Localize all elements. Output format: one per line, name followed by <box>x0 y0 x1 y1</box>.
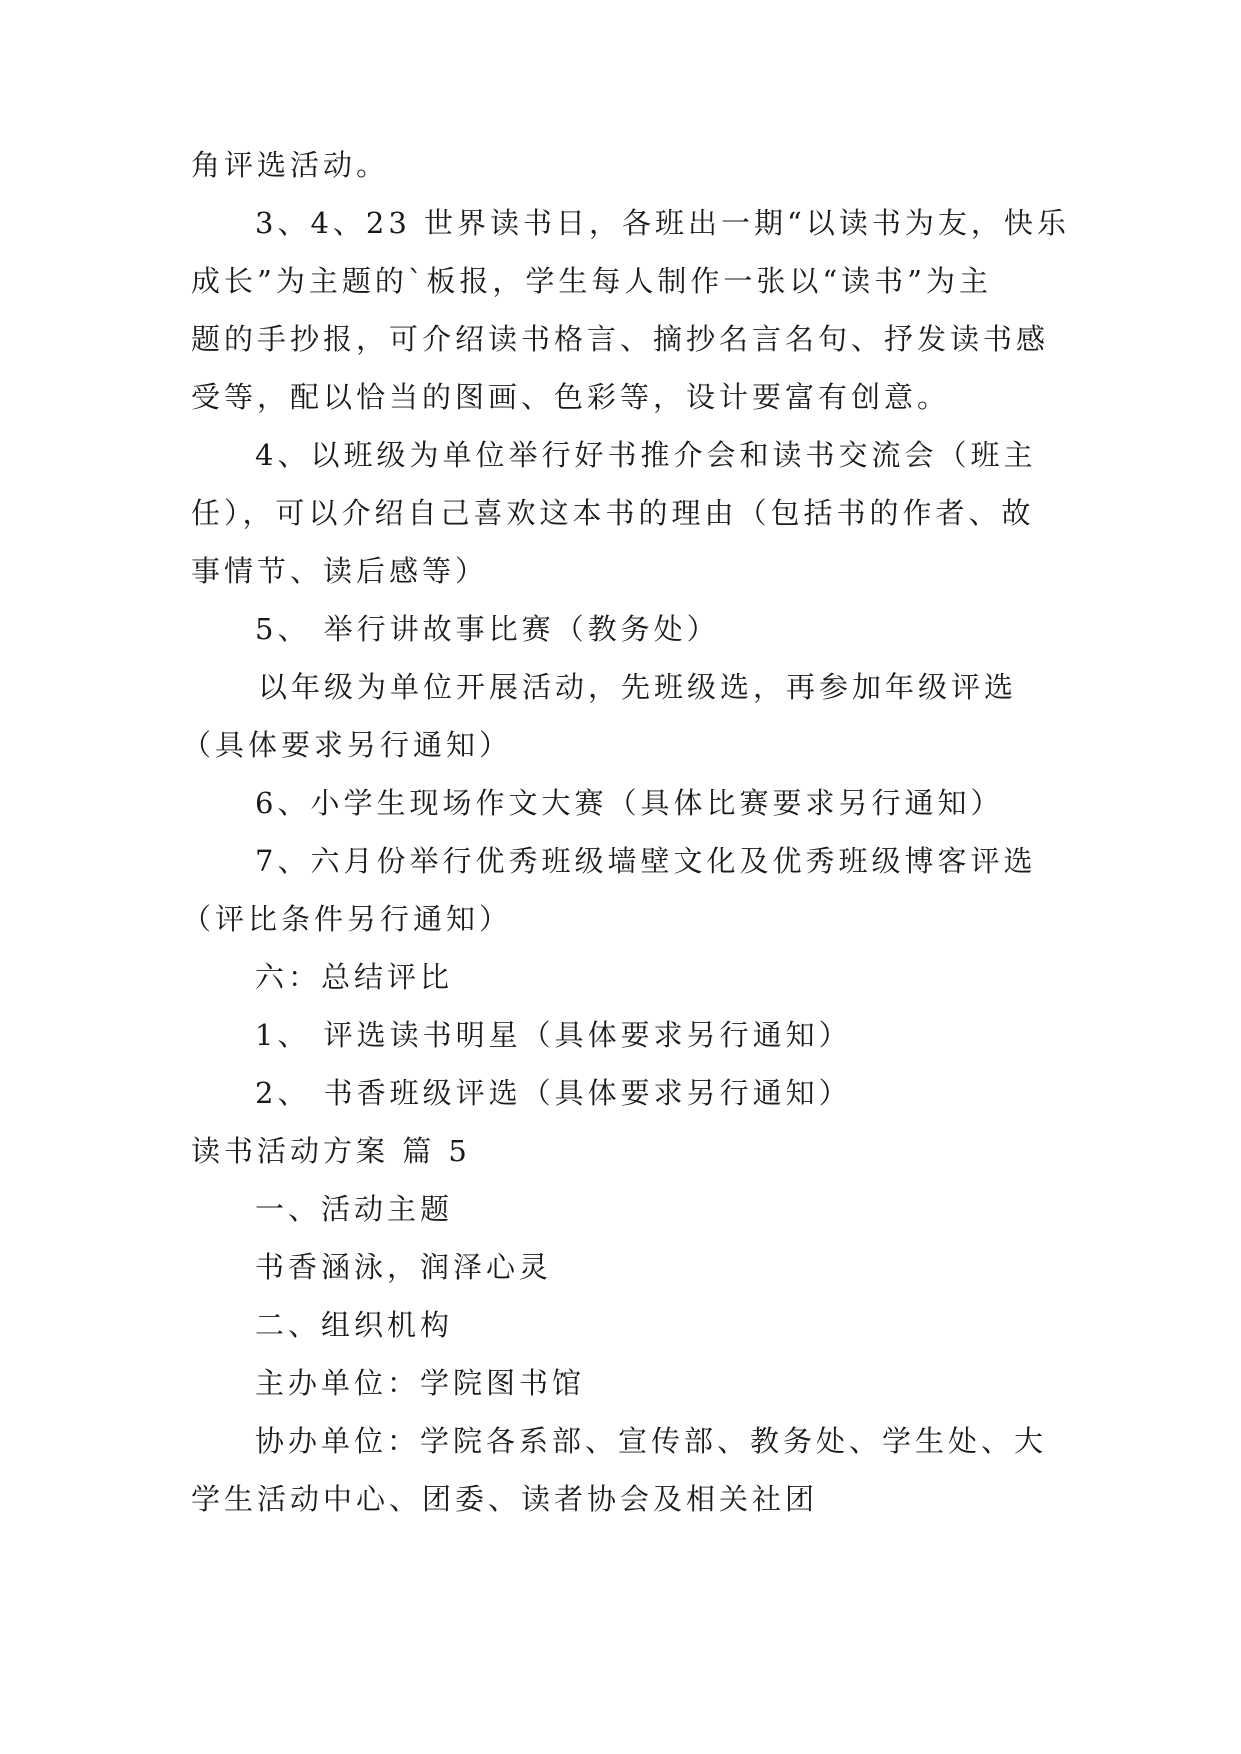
text-line: 4、以班级为单位举行好书推介会和读书交流会（班主 <box>255 438 1037 472</box>
text-line: 六：总结评比 <box>255 960 454 994</box>
text-line: （具体要求另行通知） <box>182 728 513 762</box>
text-line: 以年级为单位开展活动，先班级选，再参加年级评选 <box>258 670 1018 704</box>
text-line: 3、4、23 世界读书日，各班出一期“以读书为友，快乐 <box>255 206 1070 240</box>
text-line: 书香涵泳，润泽心灵 <box>255 1250 553 1284</box>
text-line: 成长”为主题的`板报，学生每人制作一张以“读书”为主 <box>191 264 992 298</box>
text-line: 任），可以介绍自己喜欢这本书的理由（包括书的作者、故 <box>191 496 1035 530</box>
text-line: 6、小学生现场作文大赛（具体比赛要求另行通知） <box>255 786 1004 820</box>
section-heading: 读书活动方案 篇 5 <box>191 1134 471 1168</box>
text-line: 5、 举行讲故事比赛（教务处） <box>255 612 720 646</box>
text-line: 二、组织机构 <box>255 1308 454 1342</box>
text-line: 协办单位：学院各系部、宣传部、教务处、学生处、大 <box>255 1424 1048 1458</box>
text-line: 学生活动中心、团委、读者协会及相关社团 <box>191 1482 819 1516</box>
text-line: 题的手抄报，可介绍读书格言、摘抄名言名句、抒发读书感 <box>191 322 1050 356</box>
text-line: 受等，配以恰当的图画、色彩等，设计要富有创意。 <box>191 380 951 414</box>
text-line: （评比条件另行通知） <box>182 902 513 936</box>
text-line: 7、六月份举行优秀班级墙壁文化及优秀班级博客评选 <box>255 844 1037 878</box>
text-line: 1、 评选读书明星（具体要求另行通知） <box>255 1018 852 1052</box>
text-line: 一、活动主题 <box>255 1192 454 1226</box>
text-line: 事情节、读后感等） <box>191 554 489 588</box>
text-line: 角评选活动。 <box>191 148 390 182</box>
text-line: 主办单位：学院图书馆 <box>255 1366 586 1400</box>
text-line: 2、 书香班级评选（具体要求另行通知） <box>255 1076 852 1110</box>
